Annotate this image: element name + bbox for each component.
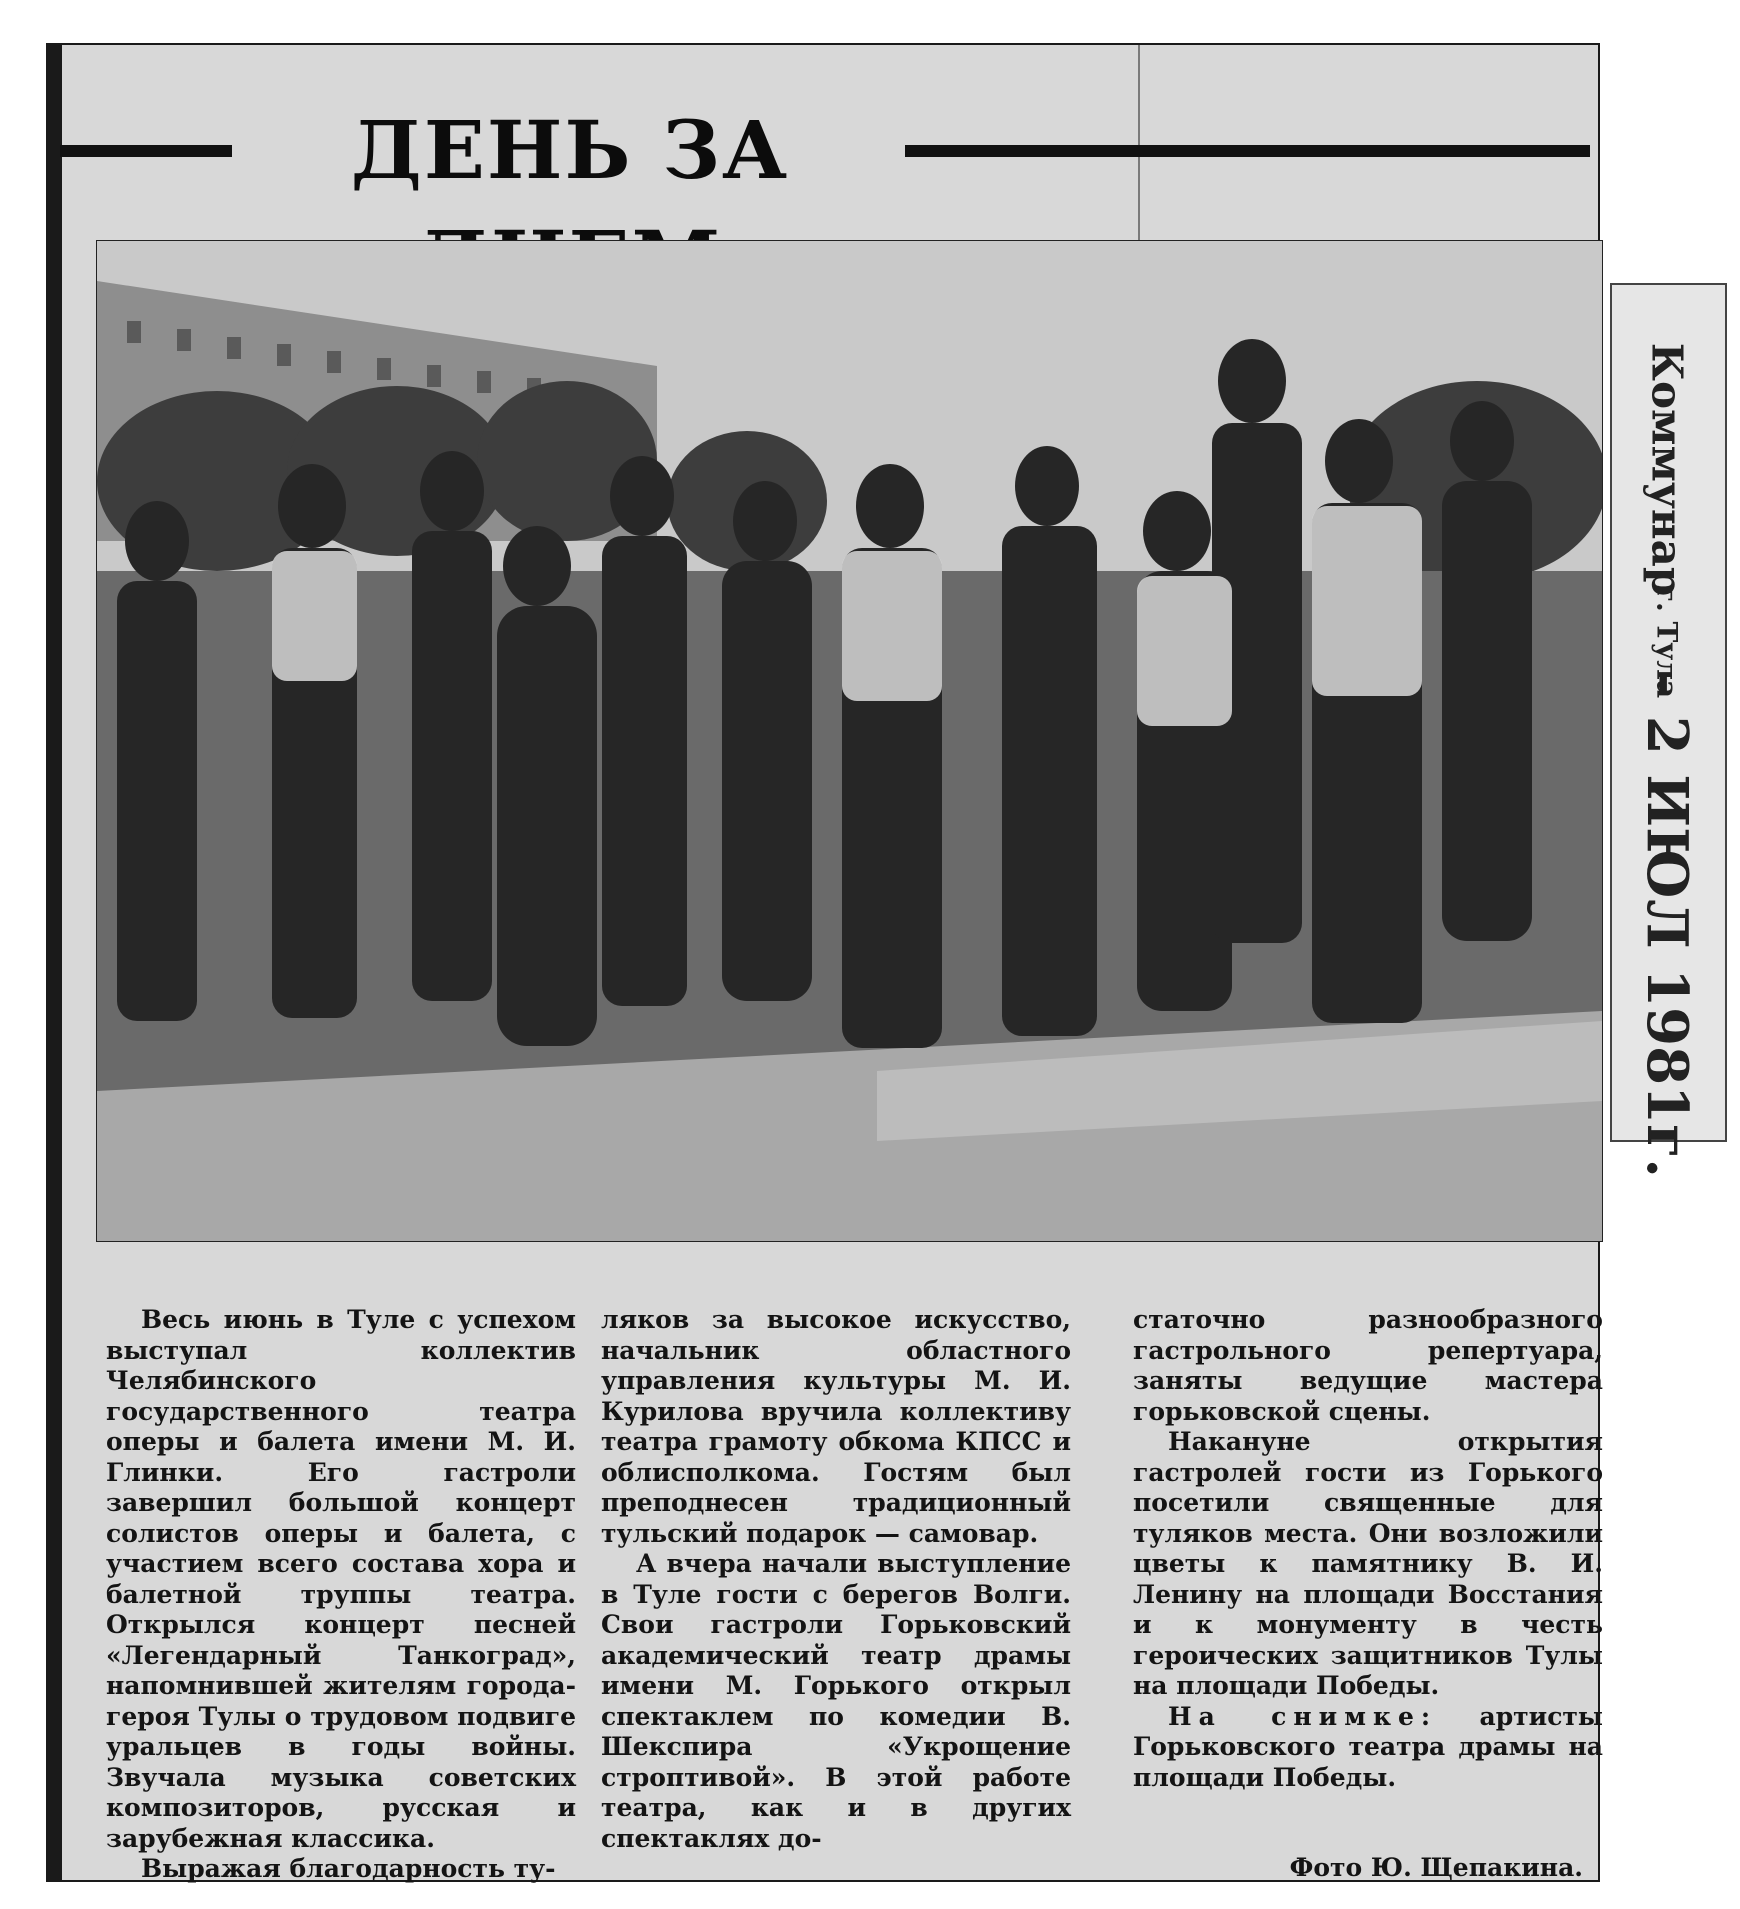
article-paragraph: Весь июнь в Туле с успехом выступал коллектив Челябинского государственного театра оперы и балета имени М. И. Глинки. Его гастроли завершил большой концерт солистов оперы и балета, с участием всего состава хора и балетной труппы театра. Открылся концерт песней «Легендарный Танкоград», напомнившей жителям города-героя Тулы о трудовом подвиге уральцев в годы войны. Звучала музыка советских композиторов, русская и зарубежная классика. [106,1305,576,1853]
photo-credit: Фото Ю. Щепакина. [1289,1853,1583,1882]
article-paragraph: Выражая благодарность ту- [141,1854,556,1883]
section-headline: ДЕНЬ ЗА [350,103,790,197]
photo-caption [1133,1702,1603,1794]
headline-rule-right [905,145,1590,157]
archive-stamp-tab [1610,283,1727,1178]
headline-rule-left [60,145,232,157]
photo-caption-text: артисты Горьковского театра драмы на площади Победы. [1133,1701,1603,1792]
article-column-1 [106,1305,576,1885]
article-column-2 [601,1305,1071,1854]
article-paragraph: ляков за высокое искусство, начальник областного управления культуры М. И. Курилова вручила коллективу театра грамоту обкома КПСС и облисполкома. Гостям был преподнесен традиционный тульский подарок — самовар. [601,1305,1071,1548]
headline-row [60,95,1590,205]
group-photo [96,240,1603,1242]
stamp-date: - 2 ИЮЛ 1981г. [1634,673,1700,1178]
article-column-3 [1133,1305,1603,1793]
stamp-city: г. Тула [1650,584,1684,699]
newspaper-clipping [48,45,1603,1883]
photo-caption-lead: На снимке: [1168,1701,1438,1731]
article-paragraph: статочно разнообразного гастрольного репертуара, заняты ведущие мастера горьковской сцены. [1133,1305,1603,1426]
group-photo-illustration [97,241,1602,1241]
stamp-newspaper-name: Коммунар [1642,342,1692,597]
article-paragraph: А вчера начали выступление в Туле гости с берегов Волги. Свои гастроли Горьковский академический театр драмы имени М. Горького открыл спектаклем по комедии В. Шекспира «Укрощение строптивой». В этой работе театра, как и в других спектаклях до- [601,1549,1071,1853]
article-paragraph: Накануне открытия гастролей гости из Горького посетили священные для туляков места. Они возложили цветы к памятнику В. И. Ленину на площади Восстания и к монументу в честь героических защитников Тулы на площади Победы. [1133,1427,1603,1700]
